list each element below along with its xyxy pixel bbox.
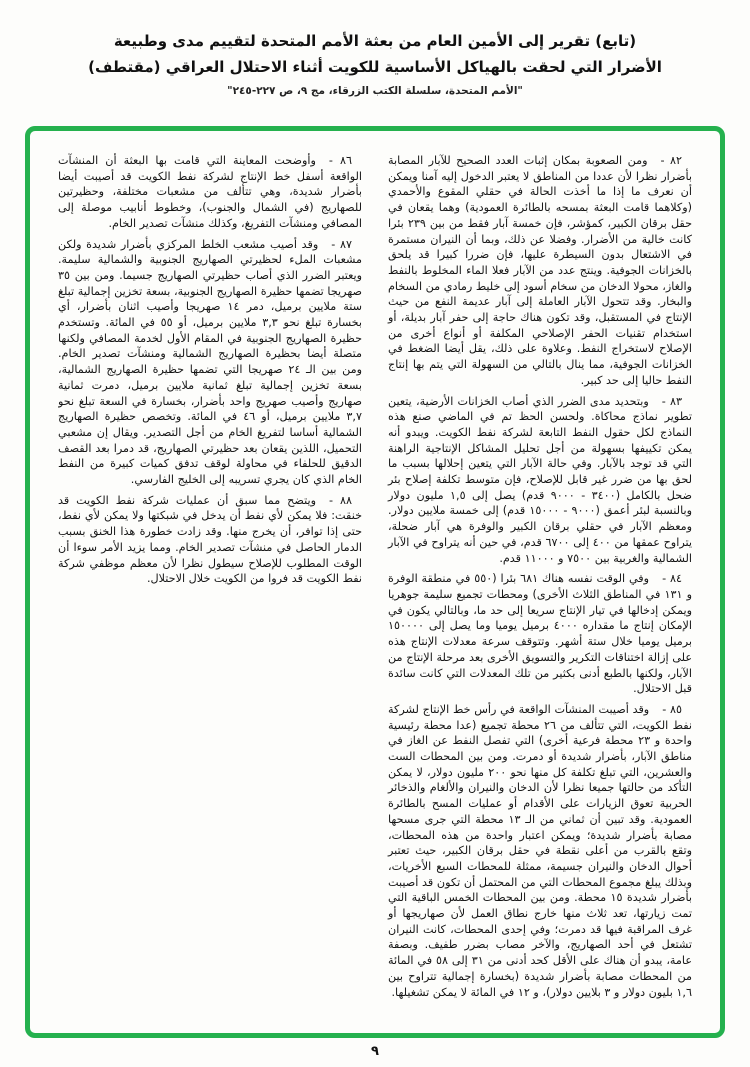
page-number: ٩ [371,1044,379,1059]
paragraph-85-number: ٨٥ - [662,702,683,716]
paragraph-82-text: ومن الصعوبة بمكان إثبات العدد الصحيح للآبار المصابة بأضرار نظرا لأن عددا من المناطق لا يعتبر الدخول إليه آمنا ويمكن أن نعرف ما إذا ما أخذت الحالة في حقلي المقوع والأحمدي (وكلاهما قامت البعثة بمسحه بالطائرة العمودية) وهما يقعان في حقل برقان الكبير، كمؤشر، فإن خمسة آبار فقط من بين ٢٣٩ بئرا كانت خالية من الأضرار. وفضلا عن ذلك، وبما أن النيران مستمرة في الاشتعال بدون السيطرة عليها، فإن ضررا كبيرا قد يلحق بالخزانات الجوفية. وينتج عدد من الآبار فعلا الماء المخلوط بالنفط والغاز، محولا الدخان من سخام أسود إلى خليط رمادي من السخام والبخار. وقد تتحول الآبار العاملة إلى آبار عديمة النفع من حيث الإنتاج في المستقبل، وقد تكون هناك حاجة إلى حفر آبار بديلة، أو استخدام تقنيات الحفر الإصلاحي المكلفة أو أنواع أخرى من الإصلاح لاستخراج النفط. وعلاوة على ذلك، يقل أيضا الضغط في الخزانات الجوفية، مما ينال بالتالي من السهولة التي يتم بها إنتاج النفط حاليا إلى حد كبير. [388,154,692,387]
paragraph-87 [58,237,362,488]
paragraph-88 [58,493,362,587]
source-citation: "الأمم المتحدة، سلسلة الكتب الزرقاء، مج ٩، ص ٢٢٧-٢٤٥" [227,85,523,97]
document-header [0,0,750,97]
document-title-line-1: (تابع) تقرير إلى الأمين العام من بعثة الأمم المتحدة لتقييم مدى وطبيعة [113,32,637,50]
article-body [58,153,692,1015]
paragraph-82 [388,153,692,389]
paragraph-88-text: ويتضح مما سبق أن عمليات شركة نفط الكويت قد خنقت: فلا يمكن لأي نفط أن يدخل في شبكتها ولا يمكن لأي نفط، حتى إذا توافر، أن يخرج منها. وقد زادت خطورة هذا الخنق بسبب الدمار الحاصل في منشآت تصدير الخام. ومما يزيد الأمر سوءا أن الوقت المطلوب للإصلاح سيطول نظرا لأن معظم موظفي شركة نفط الكويت قد فروا من الكويت خلال الاحتلال. [58,493,362,586]
paragraph-87-text: وقد أصيب مشعب الخلط المركزي بأضرار شديدة ولكن مشعبات الملء لحظيرتي الصهاريج الجنوبية والشمالية سليمة. ويعتبر الضرر الذي أصاب حظيرتي الصهاريج جسيما. ومن بين ٣٥ صهريجا تضمها حظيرة الصهاريج الجنوبية، بسعة تخزين إجمالية تبلغ ستة ملايين برميل، دمر ١٤ صهريجا وأصيب اثنان بأضرار، أي بخسارة تبلغ نحو ٣,٣ ملايين برميل، أو ٥٥ في المائة. وتستخدم حظيرة الصهاريج الجنوبية في المقام الأول لخدمة المصافي ولكنها متصلة أيضا بحظيرة الصهاريج الشمالية ومنشآت تصدير الخام. ومن بين الـ ٢٤ صهريجا التي تضمها حظيرة الصهاريج الشمالية، بسعة تخزين إجمالية تبلغ ثمانية ملايين برميل، دمرت ثمانية صهاريج وأصيب صهريج واحد بأضرار، بخسارة في السعة تبلغ نحو ٣,٧ ملايين برميل، أو ٤٦ في المائة. وتخصص حظيرة الصهاريج الشمالية أساسا لتفريغ الخام من أجل التصدير. ويقال إن مشعبي التحميل، اللذين يقعان بعد حظيرتي الصهاريج، قد دمرا بعد القصف الدقيق للحلفاء في محاولة لوقف تدفق كميات كبيرة من النفط الخام الذي كان يجري تسريبه إلى الخليج الفارسي. [58,237,363,487]
paragraph-87-number: ٨٧ - [331,237,352,251]
paragraph-84-text: وفي الوقت نفسه هناك ٦٨١ بئرا (٥٥٠ في منطقة الوفرة و ١٣١ في المناطق الثلاث الأخرى) ومحطات تجميع سليمة جوهريا ويمكن إدخالها في تيار الإنتاج سريعا إلى حد ما، وبالتالي يكون في الإمكان إنتاج ما مقداره ٤٠٠٠ برميل يوميا وما يصل إلى ١٥٠٠٠٠ برميل يوميا خلال ستة أشهر. وتتوقف سرعة معدلات الإنتاج هذه على إزالة اختناقات التكرير والتسويق الأخرى بعد مرحلة الإنتاج من الآبار، ولكنها بالطبع أدنى بكثير من تلك المعدلات التي كانت سائدة قبل الاحتلال. [388,572,692,696]
paragraph-86 [58,153,362,232]
paragraph-88-number: ٨٨ - [328,493,352,507]
paragraph-86-text: وأوضحت المعاينة التي قامت بها البعثة أن المنشآت الواقعة أسفل خط الإنتاج لشركة نفط الكويت قد أصيبت أيضا بأضرار شديدة، وهي تتألف من مشعبات مختلفة، وحظيرتين للصهاريج (في الشمال والجنوب)، وخطوط أنابيب موصلة إلى المصافي ومنشآت التفريغ، وكذلك منشآت تصدير الخام. [58,154,362,230]
paragraph-84 [388,571,692,697]
paragraph-85 [388,702,692,1000]
paragraph-83-number: ٨٣ - [661,394,682,408]
paragraph-83 [388,394,692,567]
paragraph-84-number: ٨٤ - [662,572,683,586]
paragraph-83-text: وبتحديد مدى الضرر الذي أصاب الخزانات الأرضية، يتعين تطوير نماذج محاكاة. ولحسن الحظ تم في الماضي صنع هذه النماذج لكل حقول النفط التابعة لشركة نفط الكويت. ويبدو أنه يمكن تكييفها بسهولة من أجل تحليل المشاكل الإنتاجية الراهنة التي قد توجد بالآبار. وفي حالة الآبار التي يتعين إحلالها بسبب ما لحق بها من ضرر غير قابل للإصلاح، فإن متوسط تكلفة إصلاح بئر ضحل بالكامل (٣٤٠٠ - ٩٠٠٠ قدم) يصل إلى ١,٥ مليون دولار وبالنسبة لبئر أعمق (٩٠٠٠ - ١٥٠٠٠ قدم) إلى خمسة ملايين دولار. ومعظم الآبار في حقلي برقان الكبير والوفرة هي آبار ضحلة، يتراوح عمقها من ٤٠٠ إلى ٦٧٠٠ قدم، في حين أنه يتراوح في الآبار الشمالية والغربية بين ٧٥٠٠ و ١١٠٠٠ قدم. [388,394,692,565]
paragraph-82-number: ٨٢ - [660,154,682,167]
content-border-box [25,126,725,1038]
document-title-line-2: الأضرار التي لحقت بالهياكل الأساسية للكويت أثناء الاحتلال العراقي (مقتطف) [88,58,662,76]
paragraph-85-text: وقد أصيبت المنشآت الواقعة في رأس خط الإنتاج لشركة نفط الكويت، التي تتألف من ٢٦ محطة تجميع (عدا محطة رئيسية واحدة و ٢٣ محطة فرعية أخرى) التي تفصل النفط عن الغاز في مناطق الآبار، بأضرار شديدة أو دمرت. ومن بين المحطات الست والعشرين، التي تبلغ تكلفة كل منها نحو ٢٠٠ مليون دولار، لا يمكن التأكد من حالتها جميعا نظرا لأن الدخان والنيران والألغام والذخائر الحربية تعوق الزيارات على الأقدام أو عمليات المسح بالطائرة العمودية. وقد تبين أن ثماني من الـ ١٣ محطة التي جرى مسحها مصابة بأضرار شديدة؛ ويمكن اعتبار واحدة من هذه المحطات، وتقع بالقرب من أعلى نقطة في حقل برقان الكبير، حيث تعتبر أحوال الدخان والنيران جسيمة، ممثلة للمحطات السبع الأخريات، وبذلك يبلغ مجموع المحطات التي من المحتمل أن تكون قد أصيبت بأضرار شديدة ١٥ محطة. ومن بين المحطات الخمس الباقية التي تمت زيارتها، تعد ثلاث منها خارج نطاق العمل لأن صهاريجها أو غرف المراقبة فيها قد دمرت؛ وفي إحدى المحطات، كانت النيران تشتعل في أحد الصهاريج، والآخر مصاب بضرر طفيف. وبصفة عامة، يبدو أن هناك على الأقل كحد أدنى من ٣١ إلى ٥٨ في المائة من المحطات مصابة بأضرار شديدة (بخسارة إجمالية تتراوح بين ١,٦ بليون دولار و ٣ بلايين دولار)، و ١٢ في المائة لا يمكن تشغيلها. [388,702,692,999]
paragraph-86-number: ٨٦ - [328,154,352,167]
